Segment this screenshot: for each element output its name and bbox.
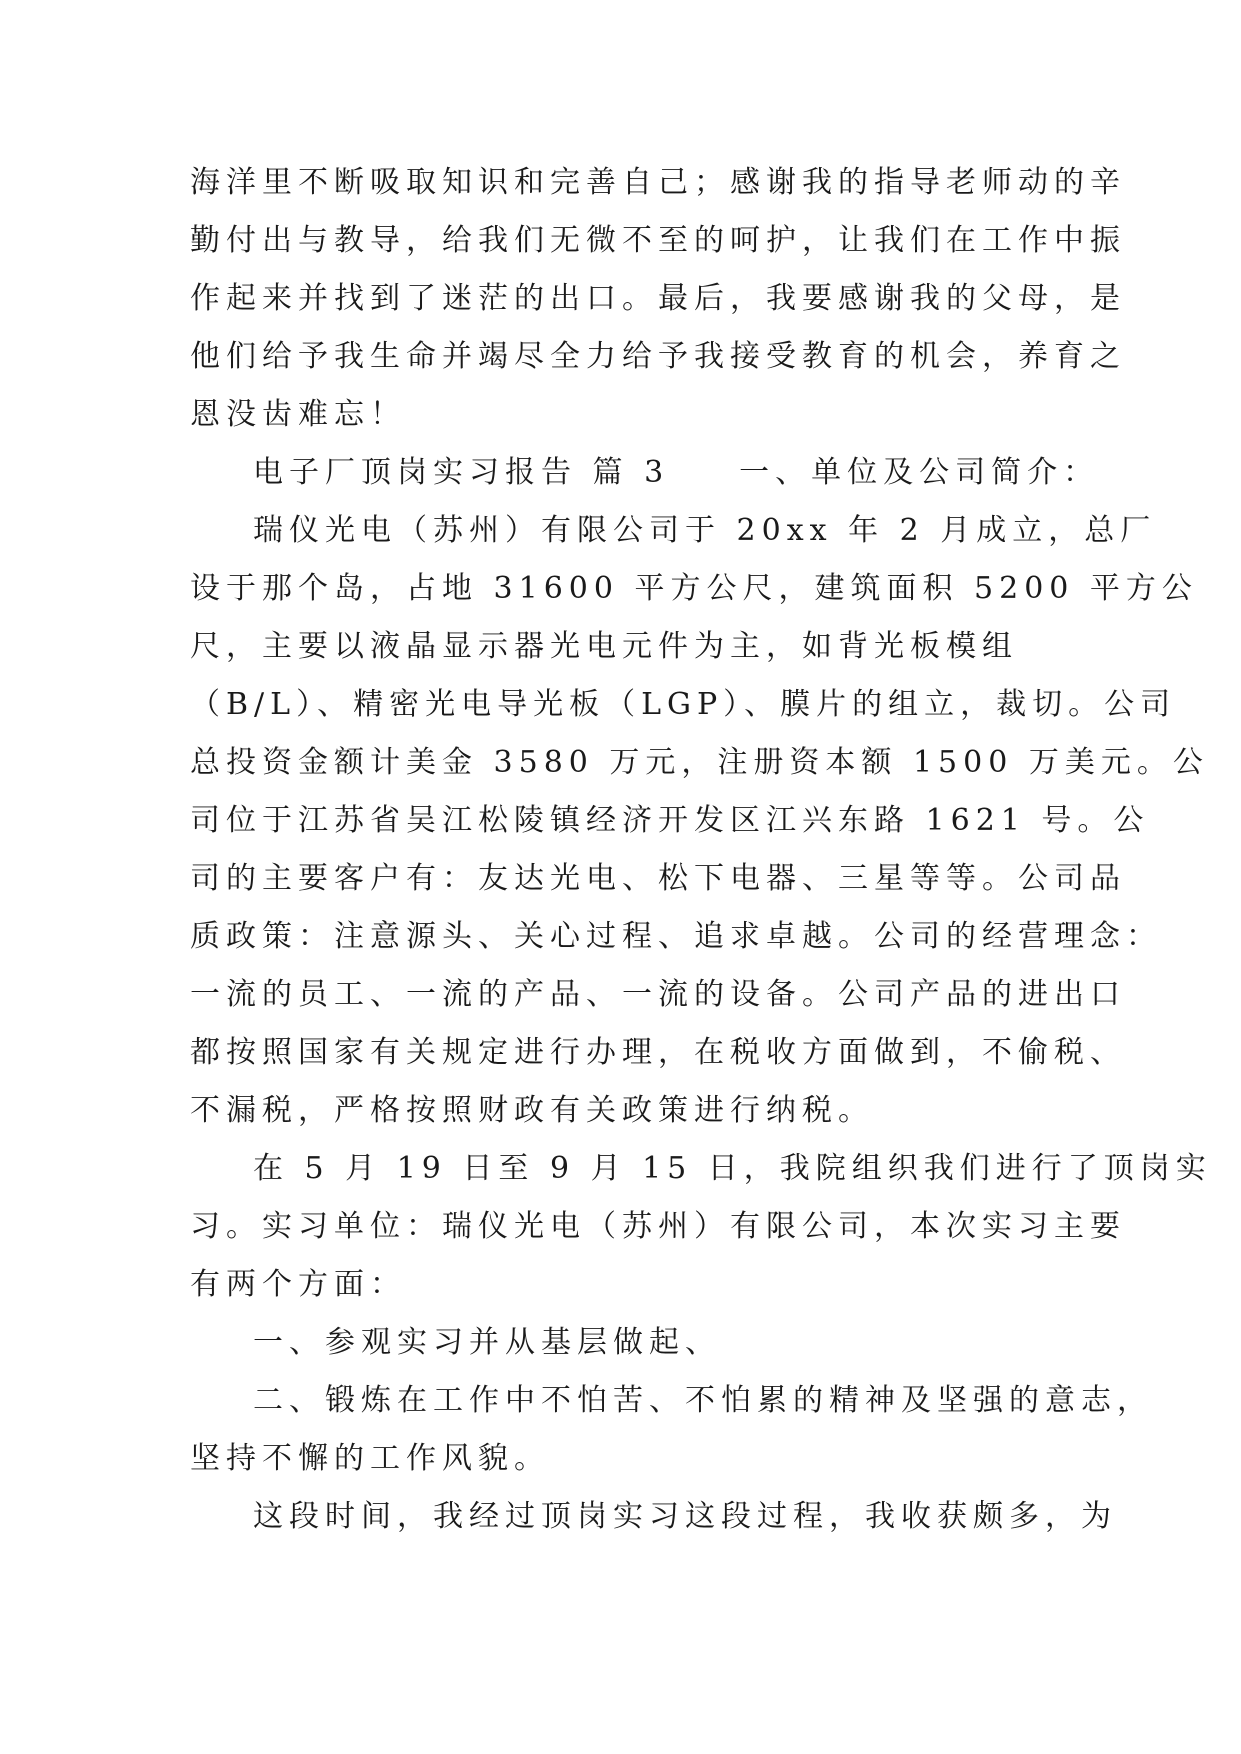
paragraph-line: （B/L）、精密光电导光板（LGP）、膜片的组立，裁切。公司 (190, 687, 1177, 722)
paragraph-line: 尺，主要以液晶显示器光电元件为主，如背光板模组 (190, 629, 1018, 664)
paragraph-line: 质政策：注意源头、关心过程、追求卓越。公司的经营理念： (190, 919, 1162, 954)
text-line: 海洋里不断吸取知识和完善自己；感谢我的指导老师动的辛 (190, 165, 1126, 200)
section-title: 电子厂顶岗实习报告 篇 3 (253, 455, 670, 490)
paragraph-line: 设于那个岛，占地 31600 平方公尺，建筑面积 5200 平方公 (190, 571, 1198, 606)
list-item: 二、锻炼在工作中不怕苦、不怕累的精神及坚强的意志， (253, 1383, 1153, 1418)
paragraph-line: 一流的员工、一流的产品、一流的设备。公司产品的进出口 (190, 977, 1126, 1012)
text-line: 他们给予我生命并竭尽全力给予我接受教育的机会，养育之 (190, 339, 1126, 374)
paragraph-line: 有两个方面： (190, 1267, 406, 1302)
paragraph-line: 司位于江苏省吴江松陵镇经济开发区江兴东路 1621 号。公 (190, 803, 1150, 838)
paragraph-line: 司的主要客户有：友达光电、松下电器、三星等等。公司品 (190, 861, 1126, 896)
paragraph-line: 总投资金额计美金 3580 万元，注册资本额 1500 万美元。公 (190, 745, 1209, 780)
text-line: 勤付出与教导，给我们无微不至的呵护，让我们在工作中振 (190, 223, 1126, 258)
section-heading (253, 453, 1100, 493)
paragraph-line: 都按照国家有关规定进行办理，在税收方面做到，不偷税、 (190, 1035, 1126, 1070)
list-item: 一、参观实习并从基层做起、 (253, 1325, 721, 1360)
paragraph-line: 在 5 月 19 日至 9 月 15 日，我院组织我们进行了顶岗实 (253, 1151, 1212, 1186)
section-subtitle: 一、单位及公司简介： (739, 455, 1100, 490)
text-line: 作起来并找到了迷茫的出口。最后，我要感谢我的父母，是 (190, 281, 1126, 316)
text-line: 恩没齿难忘！ (190, 397, 406, 432)
paragraph-line: 习。实习单位：瑞仪光电（苏州）有限公司，本次实习主要 (190, 1209, 1126, 1244)
paragraph-line: 这段时间，我经过顶岗实习这段过程，我收获颇多，为 (253, 1499, 1117, 1534)
list-item-continuation: 坚持不懈的工作风貌。 (190, 1441, 550, 1476)
paragraph-line: 不漏税，严格按照财政有关政策进行纳税。 (190, 1093, 874, 1128)
paragraph-line: 瑞仪光电（苏州）有限公司于 20xx 年 2 月成立，总厂 (253, 513, 1157, 548)
